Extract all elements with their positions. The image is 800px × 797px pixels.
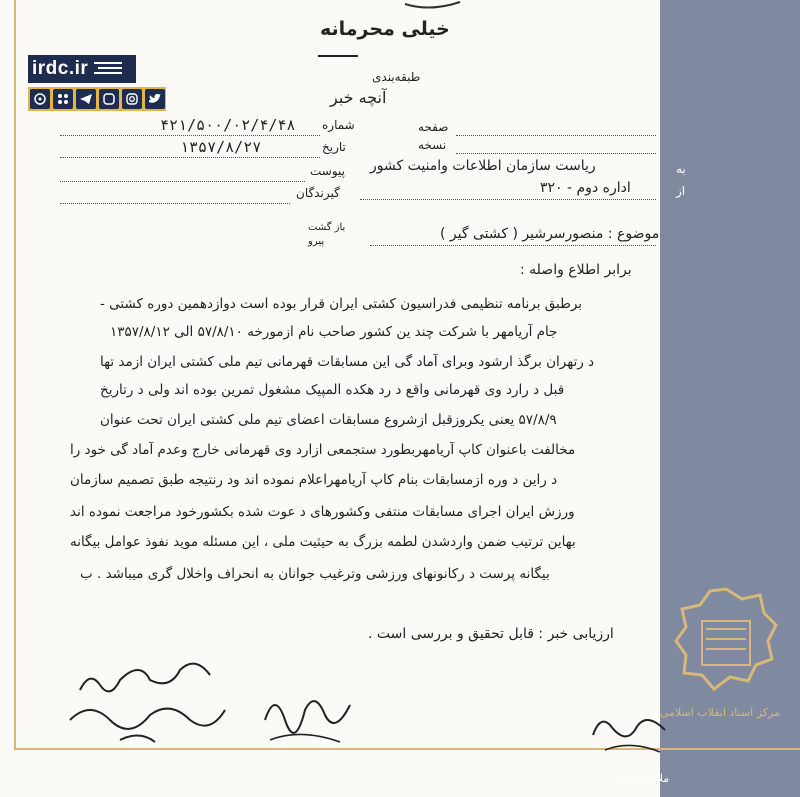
body-line-3: د رتهران برگذ ارشود وبرای آماد گی این مسابقات قهرمانی تیم ملی کشتی ایران ازمد تها [100,354,595,370]
from-value: اداره دوم - ۳۲۰ [540,180,631,196]
page-label: صفحه [418,120,449,134]
salutation: برابر اطلاع واصله : [520,262,632,278]
stamp-note: باز گشت [308,222,346,233]
date-value: ۱۳۵۷/۸/۲۷ [180,138,262,156]
body-line-1: برطبق برنامه تنظیمی فدراسیون کشتی ایران قرار بوده است دوازدهمین دوره کشتی - [100,296,583,312]
subject-line: موضوع : منصورسرشیر ( کشتی گیر ) [440,226,660,242]
body-line-8: ورزش ایران اجرای مسابقات منتفی وکشورهای د عوت شده بکشورخود مراجعت نموده اند [70,504,575,520]
classification-label: طبقه‌بندی [372,70,421,84]
to-prefix: به [676,162,686,176]
body-line-2: جام آریامهر با شرکت چند ین کشور صاحب نام ازمورخه ۵۷/۸/۱۰ الی ۱۳۵۷/۸/۱۲ [110,324,558,340]
body-line-5: ۵۷/۸/۹ یعنی یکروزقبل ازشروع مسابقات اعضای تیم ملی کشتی ایران تحت عنوان [100,412,557,428]
attachment-note: پیرو [308,236,325,247]
body-line-4: قبل د رارد وی قهرمانی واقع د رد هکده المپیک مشغول تمرین بوده اند ولی د رتاریخ [100,382,565,398]
from-prefix: از [676,184,686,198]
recipients-label: گیرندگان [296,186,340,200]
handwritten-note-left [60,640,240,750]
title-underline [318,55,358,57]
body-line-10: بیگانه پرست د رکانونهای ورزشی وترغیب جوانان به انحراف واخلال گری میباشد . ب [80,566,550,582]
site-name: irdc.ir [32,58,89,79]
body-line-7: د راین د وره ازمسابقات بنام کاپ آریامهراعلام نموده اند ود رنتیجه طبق تصمیم سازمان [70,472,558,488]
classification-value: آنچه خبر [330,88,387,107]
body-line-9: بهاین ترتیب ضمن واردشدن لطمه بزرگ به حیثیت ملی ، این مسئله موید نفوذ عوامل بیگانه [70,534,576,550]
footer-label: ملاحظات : [620,772,670,785]
date-label: تاریخ [322,140,346,154]
body-line-6: مخالفت باعنوان کاپ آریامهربطورد ستجمعی ازارد وی قهرمانی خارج وعدم آماد گی خود را [70,442,576,458]
attachment-label: پیوست [310,164,345,178]
number-value: ۴۲۱/۵۰۰/۰۲/۴/۴۸ [160,116,296,134]
doc-title: خیلی محرمانه [320,18,450,40]
handwritten-signature-center [255,680,375,750]
to-value: ریاست سازمان اطلاعات وامنیت کشور [370,158,596,174]
emblem-caption: مرکز اسناد انقلاب اسلامی [659,706,780,719]
evaluation-line: ارزیابی خبر : قابل تحقیق و بررسی است . [368,626,614,642]
copy-label: نسخه [418,138,447,152]
number-label: شماره [322,118,355,132]
irdc-emblem-icon [672,585,780,705]
corner-scribble [400,0,480,12]
